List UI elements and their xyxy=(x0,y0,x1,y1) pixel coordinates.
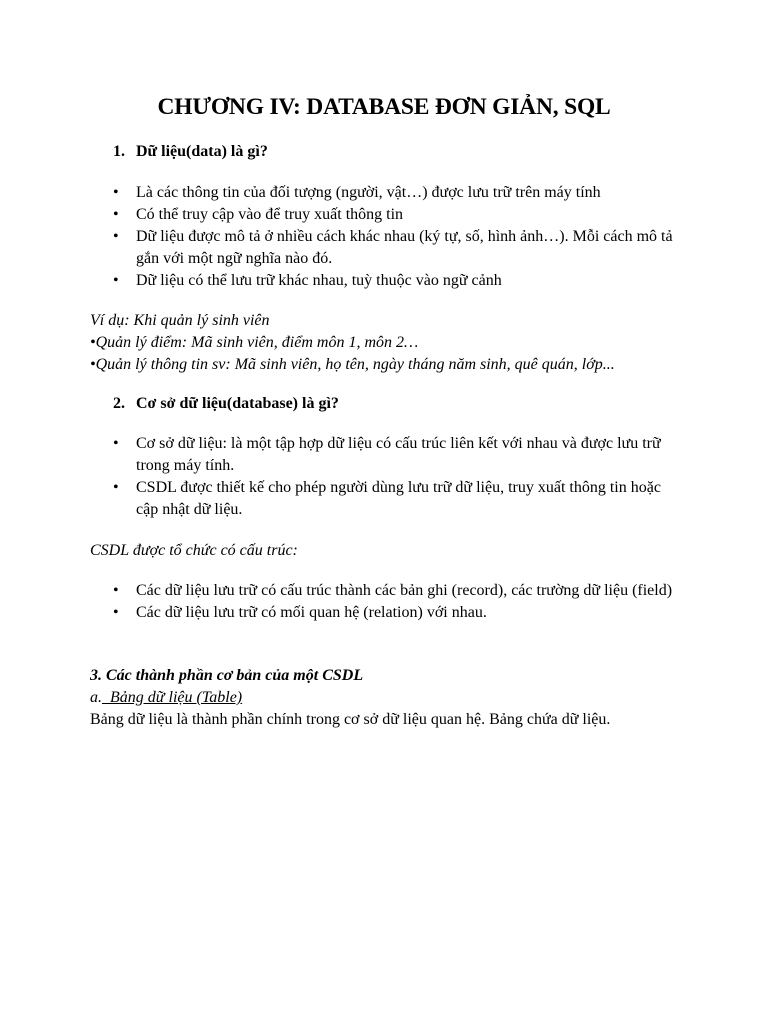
list-item-text: CSDL được thiết kế cho phép người dùng lưu trữ dữ liệu, truy xuất thông tin hoặc cập nhật dữ liệu. xyxy=(136,479,661,518)
list-item-text: Có thể truy cập vào để truy xuất thông tin xyxy=(136,206,404,223)
bullet-icon: • xyxy=(113,582,119,599)
bullet-icon: • xyxy=(113,435,119,452)
section-1-number: 1. xyxy=(113,143,125,160)
section-3-heading: 3. Các thành phần cơ bản của một CSDL xyxy=(90,667,364,684)
list-item xyxy=(113,270,681,292)
bullet-icon: • xyxy=(113,604,119,621)
list-item xyxy=(113,602,681,624)
section-1-bullet-list xyxy=(113,182,681,292)
subsection-a-prefix: a. xyxy=(90,689,102,706)
example-line-2: •Quản lý thông tin sv: Mã sinh viên, họ tên, ngày tháng năm sinh, quê quán, lớp... xyxy=(90,356,615,373)
list-item xyxy=(113,580,681,602)
bullet-icon: • xyxy=(113,479,119,496)
section-3-paragraph: Bảng dữ liệu là thành phần chính trong cơ sở dữ liệu quan hệ. Bảng chứa dữ liệu. xyxy=(90,711,611,728)
list-item xyxy=(113,204,681,226)
list-item-text: Cơ sở dữ liệu: là một tập hợp dữ liệu có cấu trúc liên kết với nhau và được lưu trữ trong máy tính. xyxy=(136,435,661,474)
list-item-text: Các dữ liệu lưu trữ có cấu trúc thành các bản ghi (record), các trường dữ liệu (field) xyxy=(136,582,673,599)
list-item-text: Dữ liệu có thể lưu trữ khác nhau, tuỳ thuộc vào ngữ cảnh xyxy=(136,272,502,289)
structure-intro: CSDL được tổ chức có cấu trúc: xyxy=(90,542,298,559)
list-item-text: Các dữ liệu lưu trữ có mối quan hệ (relation) với nhau. xyxy=(136,604,487,621)
example-intro: Ví dụ: Khi quản lý sinh viên xyxy=(90,312,270,329)
bullet-icon: • xyxy=(113,228,119,245)
list-item-text: Là các thông tin của đối tượng (người, vật…) được lưu trữ trên máy tính xyxy=(136,184,601,201)
list-item xyxy=(113,182,681,204)
section-2-number: 2. xyxy=(113,395,125,412)
list-item xyxy=(113,477,681,521)
subsection-a-heading xyxy=(90,687,242,709)
structure-bullet-list xyxy=(113,580,681,624)
page-title: CHƯƠNG IV: DATABASE ĐƠN GIẢN, SQL xyxy=(157,94,611,120)
section-2-bullet-list xyxy=(113,433,681,521)
section-2-title: Cơ sở dữ liệu(database) là gì? xyxy=(136,395,339,412)
section-1-title: Dữ liệu(data) là gì? xyxy=(136,143,268,160)
bullet-icon: • xyxy=(113,184,119,201)
bullet-icon: • xyxy=(113,272,119,289)
subsection-a-title: Bảng dữ liệu (Table) xyxy=(102,689,243,706)
example-line-1: •Quản lý điểm: Mã sinh viên, điểm môn 1, môn 2… xyxy=(90,334,419,351)
list-item xyxy=(113,226,681,270)
list-item-text: Dữ liệu được mô tả ở nhiều cách khác nhau (ký tự, số, hình ảnh…). Mỗi cách mô tả gắn với một ngữ nghĩa nào đó. xyxy=(136,228,673,267)
list-item xyxy=(113,433,681,477)
bullet-icon: • xyxy=(113,206,119,223)
